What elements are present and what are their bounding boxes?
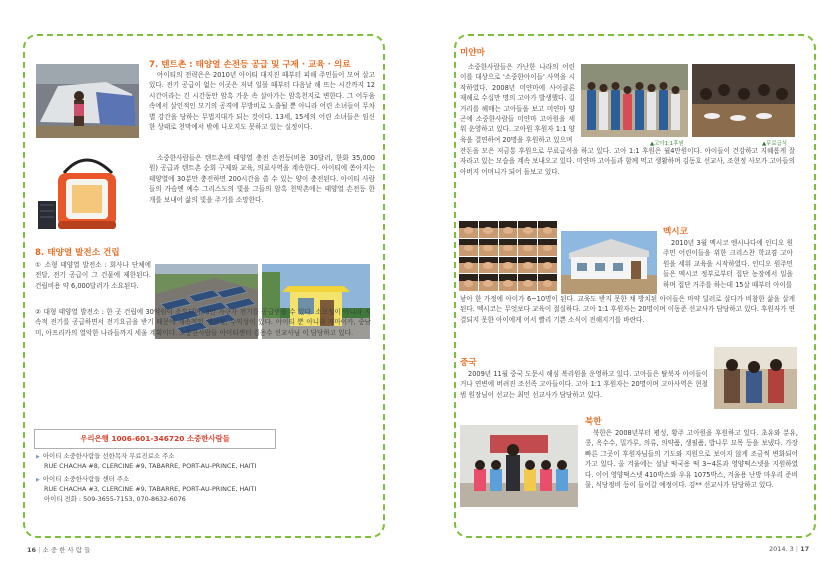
mexico-school-photo [561, 231, 657, 294]
mexico-children-faces [459, 221, 557, 291]
tent-photo [36, 64, 139, 138]
child-face [518, 239, 537, 256]
section7-paragraph1: 아이티의 전략은은 2010년 아이티 대지진 때부터 피해 주민들이 모여 살고 있다. 전기 공급이 없는 이곳은 저녁 일몰 때부터 다음날 해 뜨는 시간까지 12시간이라는 긴 시간동안 암흑 가운 속 살아가는 암흑천지로 변한다. 그 어두움 속에서 살인적인 모기의 공격에 무방비로 노출될 뿐 아니라 어린 소녀들이 무차별 강간을 당하는 무법지대가 되는 것이다. 13세, 15세의 어린 소녀들은 임신한 상태로 천막에서 밖에 나오지도 못하고 있는 실정이다. [149, 71, 375, 132]
mexico-paragraph-wide: 낳아 한 가정에 아이가 6~10명이 된다. 교육도 받지 못한 채 방치된 아이들은 마약 딜러로 살다가 비참한 삶을 살게 된다. 멕시코는 무엇보다 교육이 절실하다. 고아 1:1 후원자는 20명이며 이동준 선교사가 담당하고 있다. 후원자가 연결되지 못한 아이에게 어서 빨리 기쁜 소식이 전해지기를 바란다. [460, 295, 795, 324]
left-page-number: 16 [27, 546, 37, 554]
child-face [479, 221, 498, 238]
section7-paragraph2: 소중한사람들은 텐트촌에 태양열 충전 손전등(비용 30달러, 한화 35,000원) 공급과 텐트촌 순회 구제와 교육, 의료사역을 계속한다. 아이티에 쏟아지는 태양열에 30분만 충전하면 200시간을 쓸 수 있는 양이 충전된다. 아이티 사람들의 가슴엔 예수 그리스도의 빛을 그들의 암흑 천막촌에는 태양열 손전등 한 개를 보내어 삶의 빛을 주기를 소망한다. [149, 154, 375, 204]
right-page-number: 17 [800, 545, 810, 553]
mexico-title: 멕시코 [663, 227, 688, 237]
address-2-label: ▶ 아이티 소중한사람들 센터 주소 [36, 475, 130, 483]
myanmar-meal-photo [692, 64, 795, 137]
child-face [499, 239, 518, 256]
child-face [538, 239, 557, 256]
section8-title: 8. 태양열 발전소 건립 [35, 248, 120, 258]
footer-divider: | [38, 546, 43, 554]
child-face [459, 257, 478, 274]
myanmar-caption-2: ▲무료급식 [762, 141, 787, 147]
china-paragraph: 2009년 11월 중국 도문시 해심 복리원을 운영하고 있다. 고아들은 탈북자 아이들이거나 연변에 버려진 조선족 고아들이다. 고아 1:1 후원자는 20명이며 고아사역은 현철범 원장님이 선교는 최민 선교사가 담당하고 있다. [460, 370, 708, 399]
address-1-line: RUE CHACHA #8, CLERCINE #9, TABARRE, PORT-AU-PRINCE, HAITI [44, 462, 257, 470]
myanmar-paragraph-wide: 잔돈을 모은 저금통 후원으로 무료급식을 하고 있다. 고아 1:1 후원은 월4만원이다. 아이들이 건강하고 지혜롭게 잘 자라고 있는 모습을 계속 보내오고 있다. 미얀마 고아들과 함께 먹고 생활하며 김동호 선교사, 조현정 사모가 고아들의 아버지 어머니가 되어 돌보고 있다. [460, 147, 795, 176]
right-footer [769, 545, 809, 553]
triangle-bullet-icon: ▶ [36, 477, 40, 483]
myanmar-caption-1: ▲고아1:1후원 [650, 141, 684, 147]
child-face [538, 274, 557, 291]
child-face [499, 221, 518, 238]
child-face [479, 274, 498, 291]
child-face [518, 274, 537, 291]
myanmar-orphans-photo [581, 64, 688, 137]
north-korea-title: 북한 [585, 417, 602, 427]
myanmar-title: 미얀마 [460, 48, 485, 58]
child-face [459, 221, 478, 238]
triangle-bullet-icon: ▶ [36, 454, 40, 460]
left-page [0, 0, 417, 573]
left-footer [27, 545, 90, 554]
child-face [459, 274, 478, 291]
myanmar-paragraph: 소중한사람들은 가난한 나라의 어린이를 대상으로 '소중한아이들' 사역을 시작하였다. 2008년 미얀마에 사이클론 재해로 수십만 명의 고아가 발생했다. 길거리를 헤매는 고아들을 보고 미얀마 양곤에 소중한사람들 미얀마 고아원을 세워 운영하고 있다. 고아원 후원자 1:1 양육을 결연하여 20명을 후원하고 있으며 [460, 63, 575, 144]
child-face [538, 257, 557, 274]
solar-lantern-photo [36, 143, 139, 239]
section8-paragraph2: ② 대형 태양열 발전소 : 한 곳 건립에 30억원이 소요되며, 3만 가구가 전기를 공급받을 수 있다. 소모성이 아니라 지속적 전기를 공급하면서 전기요금을 받기 때문에 계속적인 생산성, 수익성이 있다. 아이티 뿐 아니라 자마이카, 중남미, 아프리카의 열악한 나라들까지 세울 계획이다. 소중한사람들 아이티센터 김용수 선교사님 이 담당하고 있다. [35, 308, 371, 337]
bank-account: 우리은행 1006-601-346720 소중한사람들 [34, 429, 276, 449]
phone-line: 아이티 전화 : 509-3655-7153, 070-8632-6076 [44, 495, 186, 503]
section8-paragraph1: ① 소형 태양열 발전소 : 회사나 단체에 전달, 전기 공급이 그 건물에 제한된다. 건립비용 약 6,000달러가 소요된다. [35, 261, 151, 290]
north-korea-paragraph: 북한은 2008년부터 평성, 황주 고아원을 후원하고 있다. 초유와 분유, 콩, 옥수수, 밀가루, 의류, 의약품, 생필품, 밥나무 묘목 등을 보냈다. 가장 빠른 그곳이 후원자님들의 기도와 지원으로 보이지 않게 조금씩 변화되어 가고 있다. 올 겨울에는 설날 떡국용 떡 3~4톤과 영양떡스넷을 지원하였다. 이어 영양떡스넷 410박스와 우유 1075박스, 겨울용 난방 마우리 준비물, 식당정비 등이 들어갈 예정이다. 김** 선교사가 담당하고 있다. [585, 429, 798, 490]
child-face [479, 239, 498, 256]
north-korea-photo [460, 425, 578, 507]
child-face [518, 257, 537, 274]
address-2-line: RUE CHACHA #3, CLERCINE #9, TABARRE, PORT-AU-PRINCE, HAITI [44, 485, 257, 493]
section7-title: 7. 텐트촌 : 태양열 손전등 공급 및 구제 · 교육 · 의료 [149, 60, 351, 70]
footer-divider: | [795, 545, 801, 553]
left-footer-title: 소 중 한 사 람 들 [42, 546, 91, 554]
china-title: 중국 [460, 358, 477, 368]
child-face [518, 221, 537, 238]
china-photo [714, 347, 797, 409]
mexico-paragraph: 2010년 3월 멕시코 엔시나다에 인디오 원주민 어린이들을 위한 크리스찬 학교겸 고아원을 세워 교육을 시작하였다. 인디오 원주민들은 멕시코 정부로부터 집단 농장에서 일을 하며 집단 거주를 하는데 15살 때부터 아이를 [663, 239, 793, 289]
child-face [538, 221, 557, 238]
child-face [479, 257, 498, 274]
right-footer-date: 2014. 3 [769, 545, 794, 553]
address-1-label: ▶ 아이티 소중한사람들 선한목자 무료진료소 주소 [36, 452, 175, 460]
child-face [499, 257, 518, 274]
child-face [459, 239, 478, 256]
child-face [499, 274, 518, 291]
